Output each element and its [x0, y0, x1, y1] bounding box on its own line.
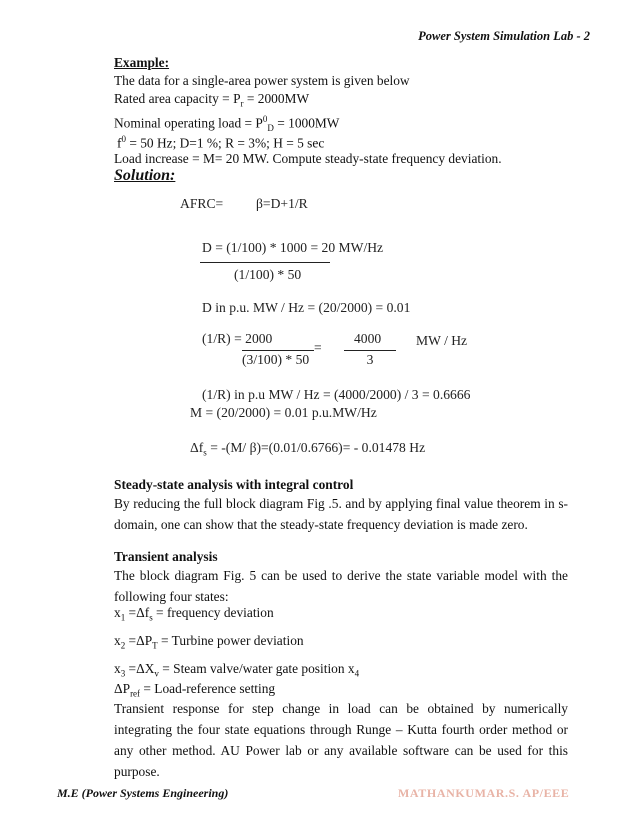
- load-reference-line: $\Delta P_{ref}$ = Load-reference setting: [114, 681, 276, 699]
- state-x1: $x_1 =\Delta f_s$ = frequency deviation: [114, 605, 274, 623]
- r-per-unit: (1/R) in p.u MW / Hz = (4000/2000) / 3 = 0.6666: [202, 387, 471, 402]
- beta-formula: β=D+1/R: [256, 196, 308, 211]
- fraction-bar: [200, 262, 330, 263]
- delta-f-result: $\Delta f_s = -(M/$ β)=(0.01/0.6766)= - 0.01478 Hz: [190, 440, 426, 458]
- footer-left: M.E (Power Systems Engineering): [57, 786, 229, 800]
- transient-heading: Transient analysis: [114, 549, 218, 564]
- d-per-unit: D in p.u. MW / Hz = (20/2000) = 0.01: [202, 300, 411, 315]
- d-denominator: (1/100) * 50: [234, 267, 302, 282]
- load-increase-line: Load increase = M= 20 MW. Compute steady-state frequency deviation.: [114, 151, 502, 166]
- nominal-load-line: Nominal operating load = $P^0_D = 1000MW$: [114, 114, 340, 134]
- transient-closing: Transient response for step change in load can be obtained by numerically integrating the four state equations through Runge – Kutta fourth order method or any other method. AU Power lab or any available software can be used for this purpose.: [114, 701, 568, 779]
- m-per-unit: M = (20/2000) = 0.01 p.u.MW/Hz: [190, 405, 377, 420]
- transient-text: The block diagram Fig. 5 can be used to derive the state variable model with the following four states:: [114, 568, 568, 604]
- frequency-params-line: $f^0 = 50$ Hz; D=1 %; R = 3%; H = 5 sec: [117, 134, 325, 151]
- r-denominator-2: 3: [344, 350, 396, 368]
- r-numerator: 4000: [354, 331, 382, 346]
- state-x2: $x_2 =\Delta P_T$ = Turbine power deviation: [114, 633, 304, 651]
- afrc-label: AFRC=: [180, 196, 224, 211]
- steady-state-heading: Steady-state analysis with integral control: [114, 477, 354, 492]
- d-numerator: D = (1/100) * 1000 = 20 MW/Hz: [202, 240, 384, 255]
- state-x3: $x_3 =\Delta X_v$ = Steam valve/water gate position $x_4$: [114, 661, 360, 679]
- example-intro: The data for a single-area power system is given below: [114, 73, 410, 88]
- steady-state-text: By reducing the full block diagram Fig .5. and by applying final value theorem in s-domain, one can show that the steady-state frequency deviation is made zero.: [114, 496, 568, 532]
- r-unit: MW / Hz: [416, 333, 468, 348]
- r-denominator-1: (3/100) * 50: [242, 350, 314, 368]
- footer-right: MATHANKUMAR.S. AP/EEE: [398, 786, 570, 800]
- r-lhs: (1/R) = 2000: [202, 331, 273, 346]
- example-heading: Example:: [114, 55, 170, 70]
- rated-capacity-line: Rated area capacity = $P_r = 2000MW$: [114, 91, 310, 109]
- r-equals: =: [314, 340, 322, 355]
- solution-heading: Solution:: [114, 167, 176, 184]
- running-header: Power System Simulation Lab - 2: [418, 29, 590, 43]
